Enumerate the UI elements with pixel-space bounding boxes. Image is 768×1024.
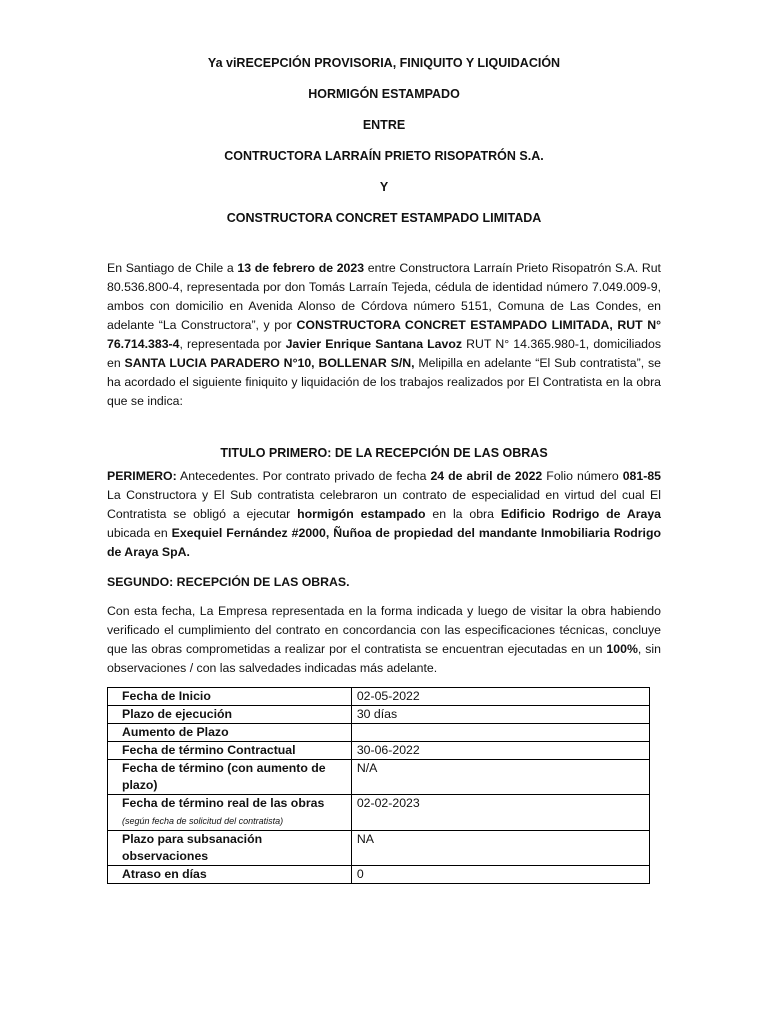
segundo-paragraph	[107, 602, 661, 678]
title-line-6: CONSTRUCTORA CONCRET ESTAMPADO LIMITADA	[226, 211, 542, 225]
row-note-text: según fecha de solicitud del contratista	[125, 816, 281, 826]
table-row	[108, 688, 650, 706]
segundo-title: SEGUNDO: RECEPCIÓN DE LAS OBRAS.	[107, 575, 350, 589]
table-row	[108, 742, 650, 760]
intro-text: En Santiago de Chile a	[107, 261, 238, 275]
row-label: Aumento de Plazo	[108, 724, 352, 742]
row-value: N/A	[351, 760, 649, 795]
intro-representative: Javier Enrique Santana Lavoz	[285, 337, 463, 351]
table-row	[108, 760, 650, 795]
row-label: Plazo para subsanación observaciones	[108, 831, 352, 866]
row-label-with-note	[108, 795, 352, 831]
row-value: 0	[351, 866, 649, 884]
primero-text: en la obra	[425, 507, 501, 521]
segundo-text: Con esta fecha, La Empresa representada en la forma indicada y luego de visitar la obra habiendo verificado el cumplimiento del contrato en concordancia con las especificaciones técnicas, concluye que las obras comprometidas a realizar por el contratista se encuentran ejecutadas en un	[107, 604, 661, 656]
intro-address: SANTA LUCIA PARADERO N°10, BOLLENAR S/N,	[124, 356, 415, 370]
table-row	[108, 866, 650, 884]
intro-text: RUT N° 14.365.980-1, domiciliados en	[107, 337, 662, 370]
primero-site: Edificio Rodrigo de Araya	[500, 507, 662, 521]
row-note: (según fecha de solicitud del contratista)	[122, 816, 284, 826]
title-line-3: ENTRE	[362, 118, 406, 132]
row-label: Plazo de ejecución	[108, 706, 352, 724]
row-value: 02-05-2022	[351, 688, 649, 706]
table-row	[108, 706, 650, 724]
intro-text: entre Constructora Larraín Prieto Risopatrón S.A. Rut 80.536.800-4, representada por don Tomás Larraín Tejeda, cédula de identidad número 7.049.009-9, ambos con domicilio en Avenida Alonso de Córdova número 5151, Comuna de Las Condes, en adelante “La Constructora”, y por	[107, 261, 661, 332]
segundo-percent: 100%	[606, 642, 638, 656]
intro-text: , representada por	[179, 337, 286, 351]
row-label: Atraso en días	[108, 866, 352, 884]
intro-text: Melipilla en adelante “El Sub contratista”, se ha acordado el siguiente finiquito y liquidación de los trabajos realizados por El Contratista en la obra que se indica:	[107, 356, 661, 408]
title-line-1: Ya viRECEPCIÓN PROVISORIA, FINIQUITO Y LIQUIDACIÓN	[207, 56, 561, 70]
intro-paragraph	[107, 259, 661, 411]
row-value	[351, 724, 649, 742]
table-row	[108, 831, 650, 866]
primero-text: La Constructora y El Sub contratista celebraron un contrato de especialidad en virtud del cual El Contratista se obligó a ejecutar	[107, 488, 661, 521]
section-title: TITULO PRIMERO: DE LA RECEPCIÓN DE LAS OBRAS	[220, 446, 548, 460]
title-line-4: CONTRUCTORA LARRAÍN PRIETO RISOPATRÓN S.A.	[224, 149, 544, 163]
intro-date: 13 de febrero de 2023	[237, 261, 365, 275]
row-value: NA	[351, 831, 649, 866]
primero-text: ubicada en	[107, 526, 172, 540]
row-value: 02-02-2023	[351, 795, 649, 831]
row-value: 30 días	[351, 706, 649, 724]
primero-folio: 081-85	[622, 469, 661, 483]
primero-work: hormigón estampado	[297, 507, 426, 521]
row-value: 30-06-2022	[351, 742, 649, 760]
table-row	[108, 795, 650, 831]
primero-paragraph	[107, 467, 661, 562]
segundo-text: , sin observaciones / con las salvedades indicadas más adelante.	[107, 642, 661, 675]
row-label: Fecha de término (con aumento de plazo)	[108, 760, 352, 795]
primero-label: PERIMERO:	[107, 469, 177, 483]
intro-company: CONSTRUCTORA CONCRET ESTAMPADO LIMITADA, RUT N° 76.714.383-4	[107, 318, 661, 351]
title-line-2: HORMIGÓN ESTAMPADO	[308, 87, 460, 101]
title-line-5: Y	[379, 180, 389, 194]
row-label: Fecha de término Contractual	[108, 742, 352, 760]
document-title-block	[107, 0, 661, 241]
primero-date: 24 de abril de 2022	[430, 469, 543, 483]
primero-text: Antecedentes. Por contrato privado de fecha	[176, 469, 431, 483]
row-label: Fecha de término real de las obras	[122, 796, 325, 810]
table-row	[108, 724, 650, 742]
primero-text: Folio número	[542, 469, 623, 483]
contract-summary-table	[107, 687, 650, 884]
row-label: Fecha de Inicio	[108, 688, 352, 706]
primero-address: Exequiel Fernández #2000, Ñuñoa de propiedad del mandante Inmobiliaria Rodrigo de Araya SpA.	[107, 526, 661, 559]
